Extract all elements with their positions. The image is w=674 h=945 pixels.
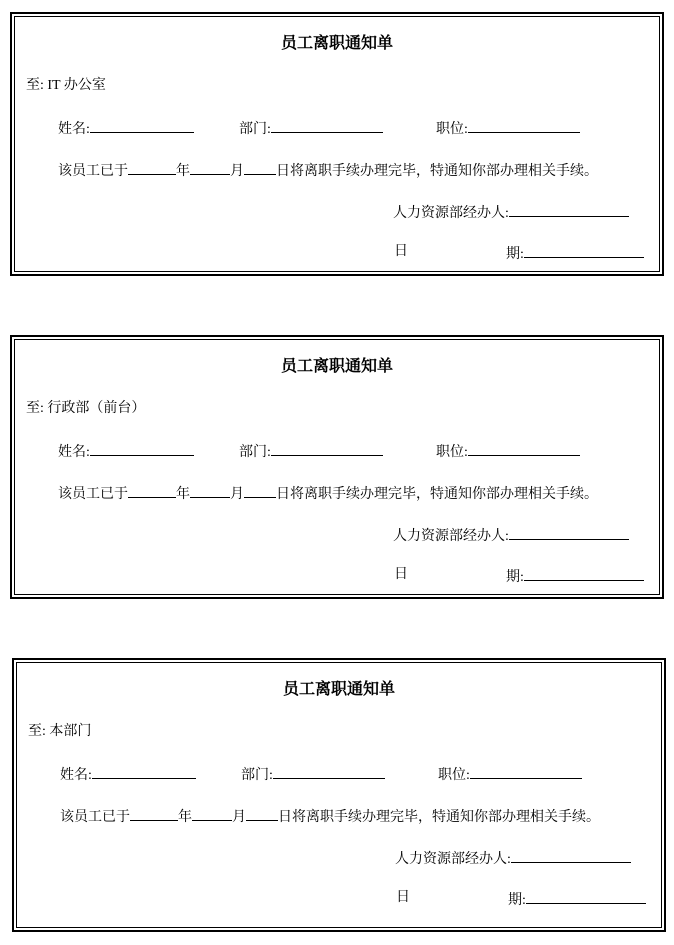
resignation-notice-form-3 bbox=[12, 658, 666, 932]
dept-label: 部门: bbox=[241, 768, 273, 783]
dept-field bbox=[239, 119, 383, 138]
date-field bbox=[506, 567, 644, 586]
dept-blank[interactable] bbox=[271, 442, 383, 456]
year-label: 年 bbox=[178, 810, 192, 825]
month-blank[interactable] bbox=[190, 484, 230, 498]
name-label: 姓名: bbox=[58, 445, 90, 460]
name-blank[interactable] bbox=[90, 442, 194, 456]
sentence-suffix: 日将离职手续办理完毕，特通知你部办理相关手续。 bbox=[276, 487, 598, 502]
position-blank[interactable] bbox=[468, 442, 580, 456]
hr-handler-field bbox=[393, 203, 629, 222]
date-label-2: 期: bbox=[506, 247, 524, 262]
hr-handler-field bbox=[393, 526, 629, 545]
sentence-suffix: 日将离职手续办理完毕，特通知你部办理相关手续。 bbox=[278, 810, 600, 825]
date-label-1: 日 bbox=[394, 244, 408, 259]
date-blank[interactable] bbox=[524, 567, 644, 581]
dept-blank[interactable] bbox=[271, 119, 383, 133]
name-field bbox=[58, 119, 194, 138]
form-title: 员工离职通知单 bbox=[282, 681, 395, 698]
hr-label: 人力资源部经办人: bbox=[395, 852, 511, 867]
sentence-prefix: 该员工已于 bbox=[60, 810, 130, 825]
date-field bbox=[506, 244, 644, 263]
name-blank[interactable] bbox=[92, 765, 196, 779]
notice-sentence bbox=[58, 161, 598, 180]
dept-field bbox=[241, 765, 385, 784]
to-value: 本部门 bbox=[49, 724, 92, 739]
hr-handler-blank[interactable] bbox=[509, 203, 629, 217]
form-inner-border bbox=[14, 339, 660, 595]
year-blank[interactable] bbox=[128, 484, 176, 498]
hr-label: 人力资源部经办人: bbox=[393, 529, 509, 544]
hr-label: 人力资源部经办人: bbox=[393, 206, 509, 221]
dept-field bbox=[239, 442, 383, 461]
to-label: 至: bbox=[28, 724, 46, 739]
position-blank[interactable] bbox=[468, 119, 580, 133]
date-label-2: 期: bbox=[506, 570, 524, 585]
form-title: 员工离职通知单 bbox=[280, 35, 393, 52]
day-blank[interactable] bbox=[244, 161, 276, 175]
form-inner-border bbox=[14, 16, 660, 272]
form-inner-border bbox=[16, 662, 662, 928]
recipient-line bbox=[26, 78, 106, 94]
month-blank[interactable] bbox=[192, 807, 232, 821]
date-blank[interactable] bbox=[524, 244, 644, 258]
to-label: 至: bbox=[26, 401, 44, 416]
to-label: 至: bbox=[26, 78, 44, 93]
date-field bbox=[508, 890, 646, 909]
month-label: 月 bbox=[230, 487, 244, 502]
day-blank[interactable] bbox=[244, 484, 276, 498]
position-blank[interactable] bbox=[470, 765, 582, 779]
resignation-notice-form-1 bbox=[10, 12, 664, 276]
position-field bbox=[438, 765, 582, 784]
day-blank[interactable] bbox=[246, 807, 278, 821]
month-label: 月 bbox=[232, 810, 246, 825]
position-label: 职位: bbox=[436, 122, 468, 137]
year-blank[interactable] bbox=[128, 161, 176, 175]
notice-sentence bbox=[58, 484, 598, 503]
name-blank[interactable] bbox=[90, 119, 194, 133]
month-label: 月 bbox=[230, 164, 244, 179]
recipient-line bbox=[26, 401, 145, 417]
dept-blank[interactable] bbox=[273, 765, 385, 779]
hr-handler-field bbox=[395, 849, 631, 868]
position-label: 职位: bbox=[438, 768, 470, 783]
resignation-notice-form-2 bbox=[10, 335, 664, 599]
notice-sentence bbox=[60, 807, 600, 826]
form-title: 员工离职通知单 bbox=[280, 358, 393, 375]
recipient-line bbox=[28, 724, 91, 740]
position-label: 职位: bbox=[436, 445, 468, 460]
sentence-prefix: 该员工已于 bbox=[58, 487, 128, 502]
name-label: 姓名: bbox=[58, 122, 90, 137]
sentence-suffix: 日将离职手续办理完毕，特通知你部办理相关手续。 bbox=[276, 164, 598, 179]
name-field bbox=[60, 765, 196, 784]
dept-label: 部门: bbox=[239, 122, 271, 137]
sentence-prefix: 该员工已于 bbox=[58, 164, 128, 179]
to-value: 行政部（前台） bbox=[47, 401, 146, 416]
position-field bbox=[436, 442, 580, 461]
name-field bbox=[58, 442, 194, 461]
dept-label: 部门: bbox=[239, 445, 271, 460]
date-blank[interactable] bbox=[526, 890, 646, 904]
date-label-1: 日 bbox=[396, 890, 410, 905]
name-label: 姓名: bbox=[60, 768, 92, 783]
hr-handler-blank[interactable] bbox=[511, 849, 631, 863]
to-value: IT 办公室 bbox=[47, 78, 106, 93]
year-blank[interactable] bbox=[130, 807, 178, 821]
hr-handler-blank[interactable] bbox=[509, 526, 629, 540]
position-field bbox=[436, 119, 580, 138]
date-label-1: 日 bbox=[394, 567, 408, 582]
month-blank[interactable] bbox=[190, 161, 230, 175]
date-label-2: 期: bbox=[508, 893, 526, 908]
year-label: 年 bbox=[176, 487, 190, 502]
year-label: 年 bbox=[176, 164, 190, 179]
